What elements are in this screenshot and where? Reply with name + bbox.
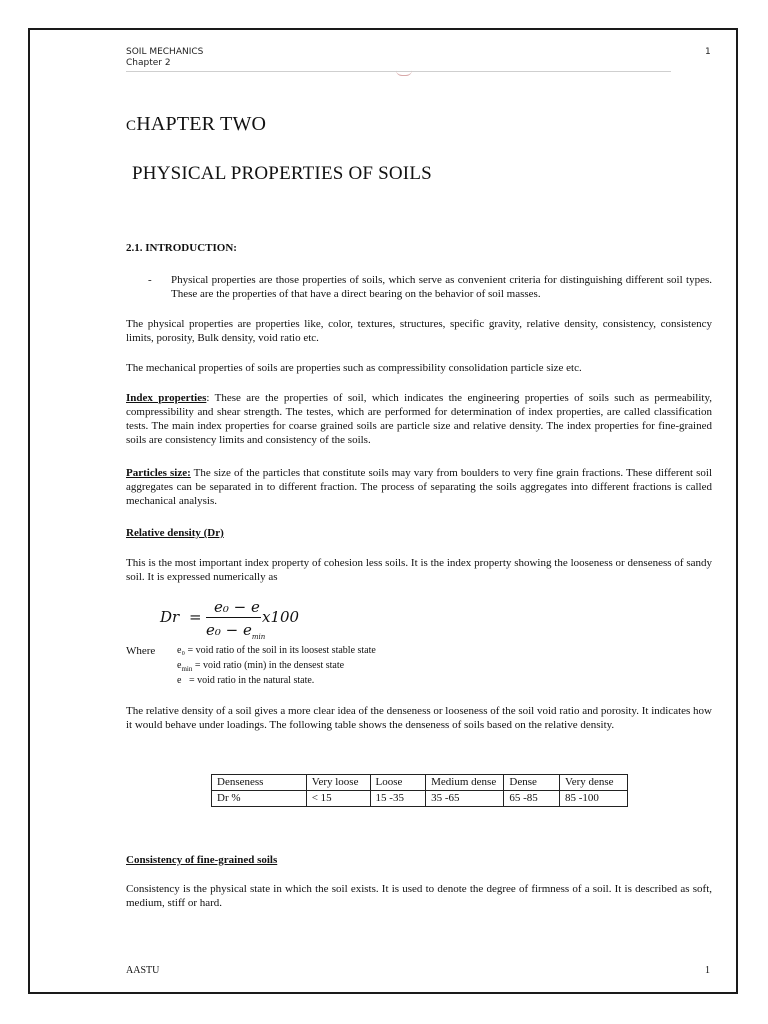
formula-denominator-base: e₀ − e <box>206 621 252 639</box>
table-data-row <box>212 791 628 807</box>
header-course: SOIL MECHANICS <box>126 47 204 57</box>
where-line-e0 <box>177 644 376 658</box>
formula-numerator: e₀ − e <box>214 598 260 616</box>
header-page-number: 1 <box>705 47 711 57</box>
index-properties-text: : These are the properties of soil, which indicates the engineering properties of soils such as permeability, compressibility and shear strength. The testes, which are performed for determination of index properties, are called classification tests. The main index properties for coarse grained soils are particle size and relative density. The index properties for fine-grained soils are consistency limits and consistency of the soils. <box>126 392 712 446</box>
where-label: Where <box>126 645 156 657</box>
formula-multiplier: x100 <box>262 608 300 626</box>
para-relative-density: This is the most important index property of cohesion less soils. It is the index property showing the looseness or denseness of sandy soil. It is expressed numerically as <box>126 557 712 583</box>
where-symbol-emin-sub: min <box>181 665 193 673</box>
table-cell: 85 -100 <box>559 791 627 807</box>
table-cell: 15 -35 <box>370 791 426 807</box>
where-symbol-e: e <box>177 675 182 686</box>
para-mechanical-properties: The mechanical properties of soils are properties such as compressibility consolidation particle size etc. <box>126 362 582 374</box>
table-cell: Medium dense <box>426 775 504 791</box>
header-chapter: Chapter 2 <box>126 58 171 68</box>
para-particle-size <box>126 466 712 508</box>
table-cell: Dense <box>504 775 560 791</box>
main-title: PHYSICAL PROPERTIES OF SOILS <box>132 163 432 184</box>
footer-page-number: 1 <box>705 965 710 976</box>
footer-left: AASTU <box>126 965 160 976</box>
where-line-e <box>177 674 314 688</box>
table-header-row <box>212 775 628 791</box>
table-cell: Dr % <box>212 791 307 807</box>
table-cell: Loose <box>370 775 426 791</box>
particle-size-text: The size of the particles that constitute soils may vary from boulders to very fine grain fractions. These different soil aggregates can be separated in to different fraction. The process of separating the soils aggregates into different fractions is called mechanical analysis. <box>126 467 713 507</box>
bullet-text: Physical properties are those properties of soils, which serve as convenient criteria for distinguishing different soil types. These are the properties of that have a direct bearing on the behavior of soil masses. <box>171 274 712 300</box>
formula-denominator <box>206 621 265 641</box>
where-symbol-emin: e <box>177 660 182 671</box>
para-consistency: Consistency is the physical state in which the soil exists. It is used to denote the degree of firmness of a soil. It is described as soft, medium, stiff or hard. <box>126 883 712 909</box>
relative-density-heading: Relative density (Dr) <box>126 527 224 539</box>
para-physical-properties: The physical properties are properties like, color, textures, structures, specific gravity, relative density, consistency, consistency limits, porosity, Bulk density, void ratio etc. <box>126 318 712 344</box>
table-cell: 35 -65 <box>426 791 504 807</box>
table-cell: 65 -85 <box>504 791 560 807</box>
chapter-title-rest: HAPTER TWO <box>136 113 267 135</box>
denseness-table <box>211 774 628 807</box>
table-cell: Very dense <box>559 775 627 791</box>
bullet-marker: - <box>148 274 152 286</box>
para-index-properties <box>126 391 712 447</box>
where-desc-emin: = void ratio (min) in the densest state <box>192 660 345 671</box>
consistency-heading: Consistency of fine-grained soils <box>126 854 278 866</box>
formula-equals: = <box>189 608 202 626</box>
table-cell: < 15 <box>306 791 370 807</box>
formula-lhs: Dr <box>160 608 180 626</box>
where-desc-e0: = void ratio of the soil in its loosest stable state <box>187 645 376 656</box>
table-cell: Very loose <box>306 775 370 791</box>
chapter-title <box>126 113 266 136</box>
table-cell: Denseness <box>212 775 307 791</box>
chapter-title-initial: C <box>126 118 137 134</box>
formula-denominator-sub: min <box>251 633 266 641</box>
para-denseness: The relative density of a soil gives a more clear idea of the denseness or looseness of the soil void ratio and porosity. It indicates how it would behave under loadings. The following table shows the denseness of soils based on the relative density. <box>126 705 712 731</box>
section-heading: 2.1. INTRODUCTION: <box>126 242 237 254</box>
where-symbol-e0: e₀ <box>177 645 185 656</box>
particle-size-term: Particles size: <box>126 467 191 479</box>
where-desc-e: = void ratio in the natural state. <box>181 675 315 686</box>
formula-fraction-bar <box>206 617 261 618</box>
index-properties-term: Index properties <box>126 392 207 404</box>
